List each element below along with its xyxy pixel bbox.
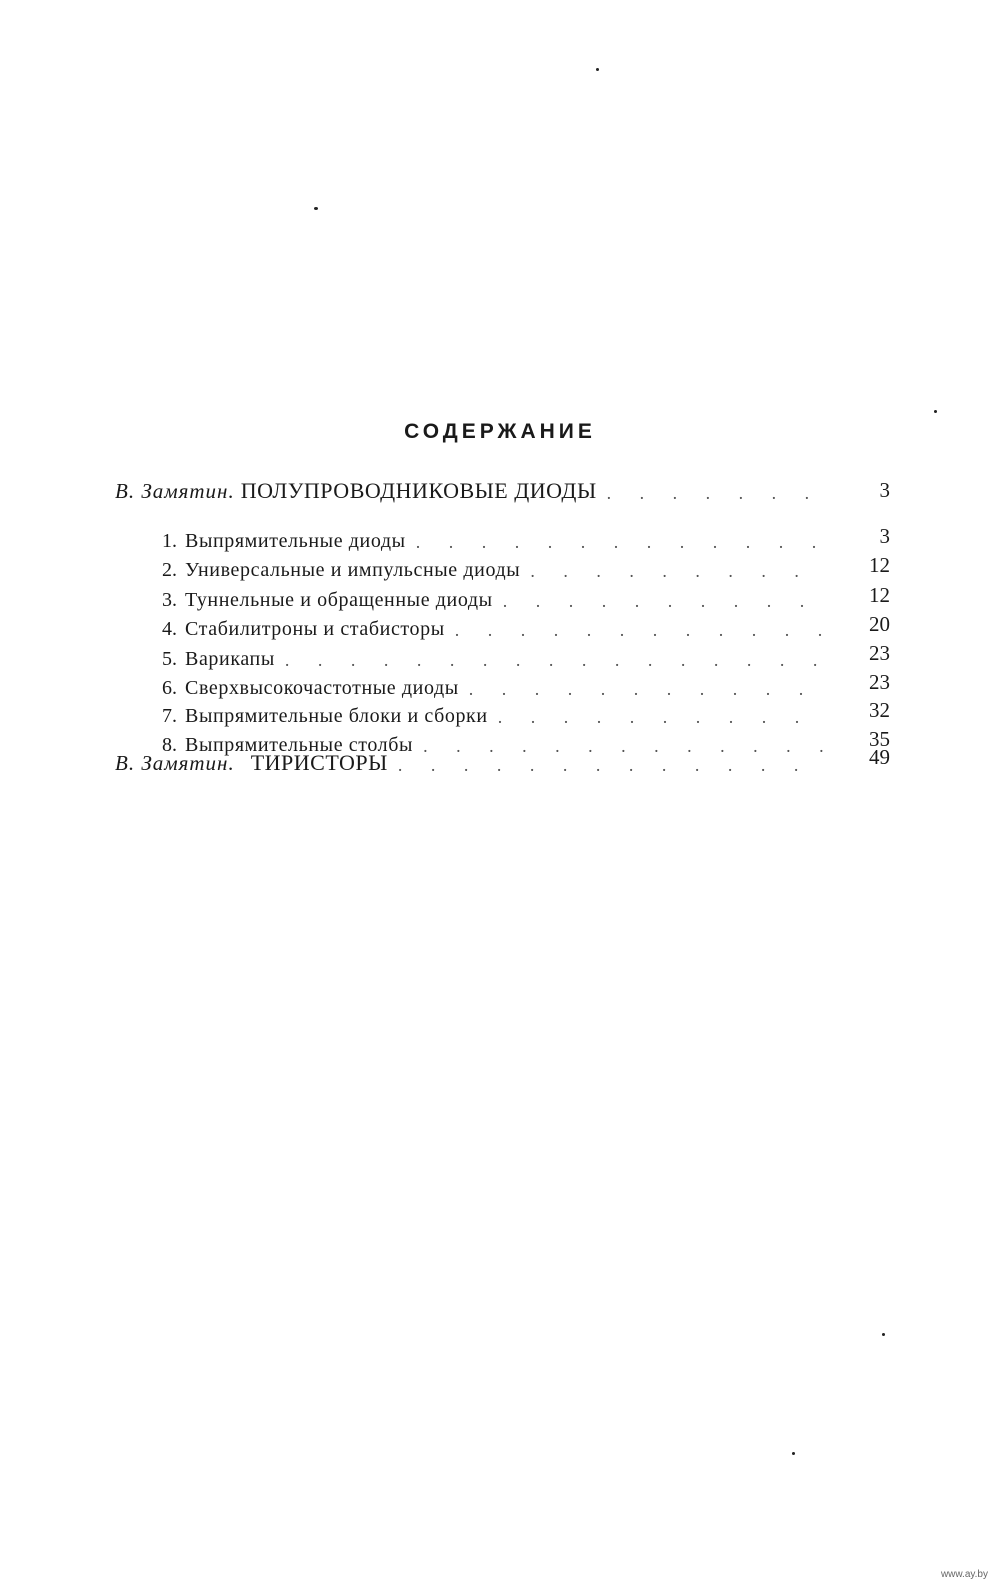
section-author: В. Замятин. [115,751,235,775]
dot-leader [498,710,825,724]
item-number: 3. [162,589,177,611]
dot-leader [398,758,825,772]
item-page-number: 32 [869,698,890,722]
item-title: Варикапы [185,648,275,670]
toc-section-diodes[interactable] [115,476,835,504]
item-number: 7. [162,705,177,727]
section-title: ТИРИСТОРЫ [250,750,388,775]
item-title: Выпрямительные столбы [185,734,414,756]
scan-speck [934,410,937,413]
dot-leader [503,594,825,608]
scan-speck [882,1333,885,1336]
item-title: Сверхвысокочастотные диоды [185,677,459,699]
item-number: 5. [162,648,177,670]
section-page-number: 3 [879,478,890,502]
dot-leader [530,564,825,578]
dot-leader [285,653,825,667]
item-number: 8. [162,734,177,756]
dot-leader [455,623,825,637]
toc-item[interactable] [162,554,835,582]
item-page-number: 35 [869,727,890,751]
toc-item[interactable] [162,584,835,612]
section-title: ПОЛУПРОВОДНИКОВЫЕ ДИОДЫ [240,478,597,503]
item-page-number: 12 [869,553,890,577]
item-title: Выпрямительные блоки и сборки [185,705,488,727]
dot-leader [469,682,825,696]
item-number: 4. [162,618,177,640]
scan-speck [792,1452,795,1455]
toc-section-thyristors[interactable] [115,748,835,776]
watermark-text: www.ay.by [940,1569,988,1580]
item-page-number: 3 [879,524,890,548]
item-title: Универсальные и импульсные диоды [185,559,521,581]
item-page-number: 23 [869,670,890,694]
section-page-number: 49 [869,745,890,769]
toc-heading: СОДЕРЖАНИЕ [404,420,596,443]
dot-leader [416,535,825,549]
item-page-number: 12 [869,583,890,607]
scan-speck [314,207,318,210]
toc-item[interactable] [162,700,835,728]
toc-item[interactable] [162,643,835,671]
section-author: В. Замятин. [115,479,235,503]
dot-leader [607,486,825,500]
toc-item[interactable] [162,672,835,700]
item-number: 1. [162,530,177,552]
toc-item[interactable] [162,613,835,641]
toc-item[interactable] [162,525,835,553]
scan-speck [596,68,599,71]
item-title: Выпрямительные диоды [185,530,406,552]
item-title: Туннельные и обращенные диоды [185,589,493,611]
item-number: 2. [162,559,177,581]
item-page-number: 23 [869,641,890,665]
item-number: 6. [162,677,177,699]
item-title: Стабилитроны и стабисторы [185,618,445,640]
item-page-number: 20 [869,612,890,636]
